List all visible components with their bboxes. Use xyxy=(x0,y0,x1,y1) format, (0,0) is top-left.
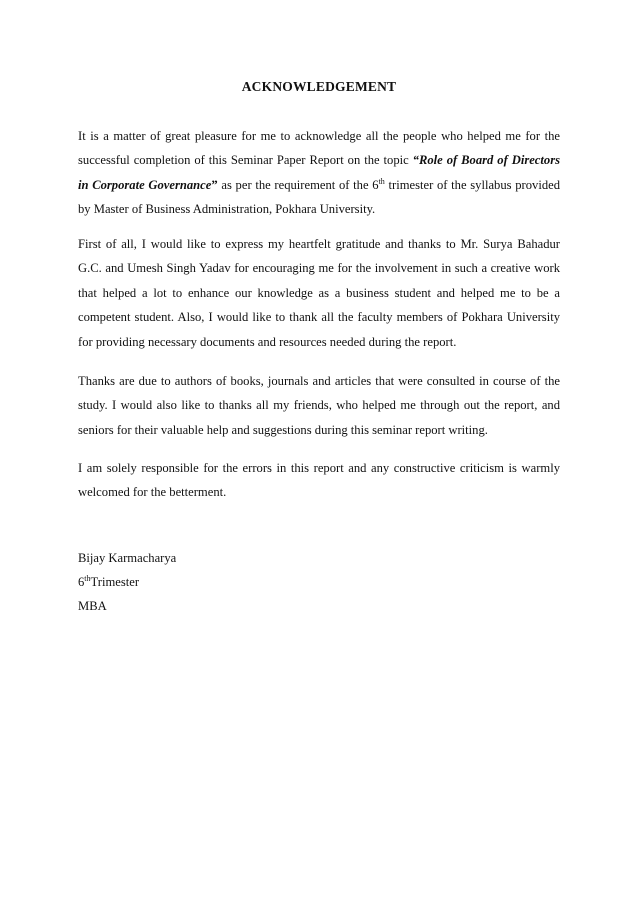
page-title: ACKNOWLEDGEMENT xyxy=(241,79,397,94)
paragraph-1-middle: as per the requirement of the 6 xyxy=(217,177,379,192)
signature-block xyxy=(78,546,176,618)
author-name: Bijay Karmacharya xyxy=(78,551,177,565)
author-trimester xyxy=(78,570,176,594)
paragraph-1-end: trimester of the syllabus provided by Master of Business Administration, Pokhara University. xyxy=(78,177,561,217)
paragraph-2: First of all, I would like to express my heartfelt gratitude and thanks to Mr. Surya Bahadur G.C. and Umesh Singh Yadav for encouraging me for the involvement in such a creative work that helped a lot to enhance our knowledge as a business student and helped me to be a competent student. Also, I would like to thank all the faculty members of Pokhara University for providing necessary documents and resources needed during the report. xyxy=(78,237,560,349)
trimester-number: 6 xyxy=(78,575,85,589)
paragraph-1 xyxy=(78,124,560,222)
paragraph-3: Thanks are due to authors of books, journals and articles that were consulted in course of the study. I would also like to thanks all my friends, who helped me through out the report, and seniors for their valuable help and suggestions during this seminar report writing. xyxy=(78,374,560,437)
paragraph-1-topic-close-quote: ” xyxy=(211,177,218,192)
trimester-ordinal-suffix: th xyxy=(84,573,91,583)
paragraph-1-topic: “Role of Board of Directors in Corporate Governance xyxy=(78,153,560,192)
author-program: MBA xyxy=(78,599,107,613)
paragraph-1-ordinal-suffix: th xyxy=(378,176,385,186)
paragraph-1-intro: It is a matter of great pleasure for me to acknowledge all the people who helped me for the successful completion of this Seminar Paper Report on the topic xyxy=(78,129,560,168)
trimester-label: Trimester xyxy=(90,575,140,589)
paragraph-4: I am solely responsible for the errors in this report and any constructive criticism is warmly welcomed for the betterment. xyxy=(78,461,560,500)
